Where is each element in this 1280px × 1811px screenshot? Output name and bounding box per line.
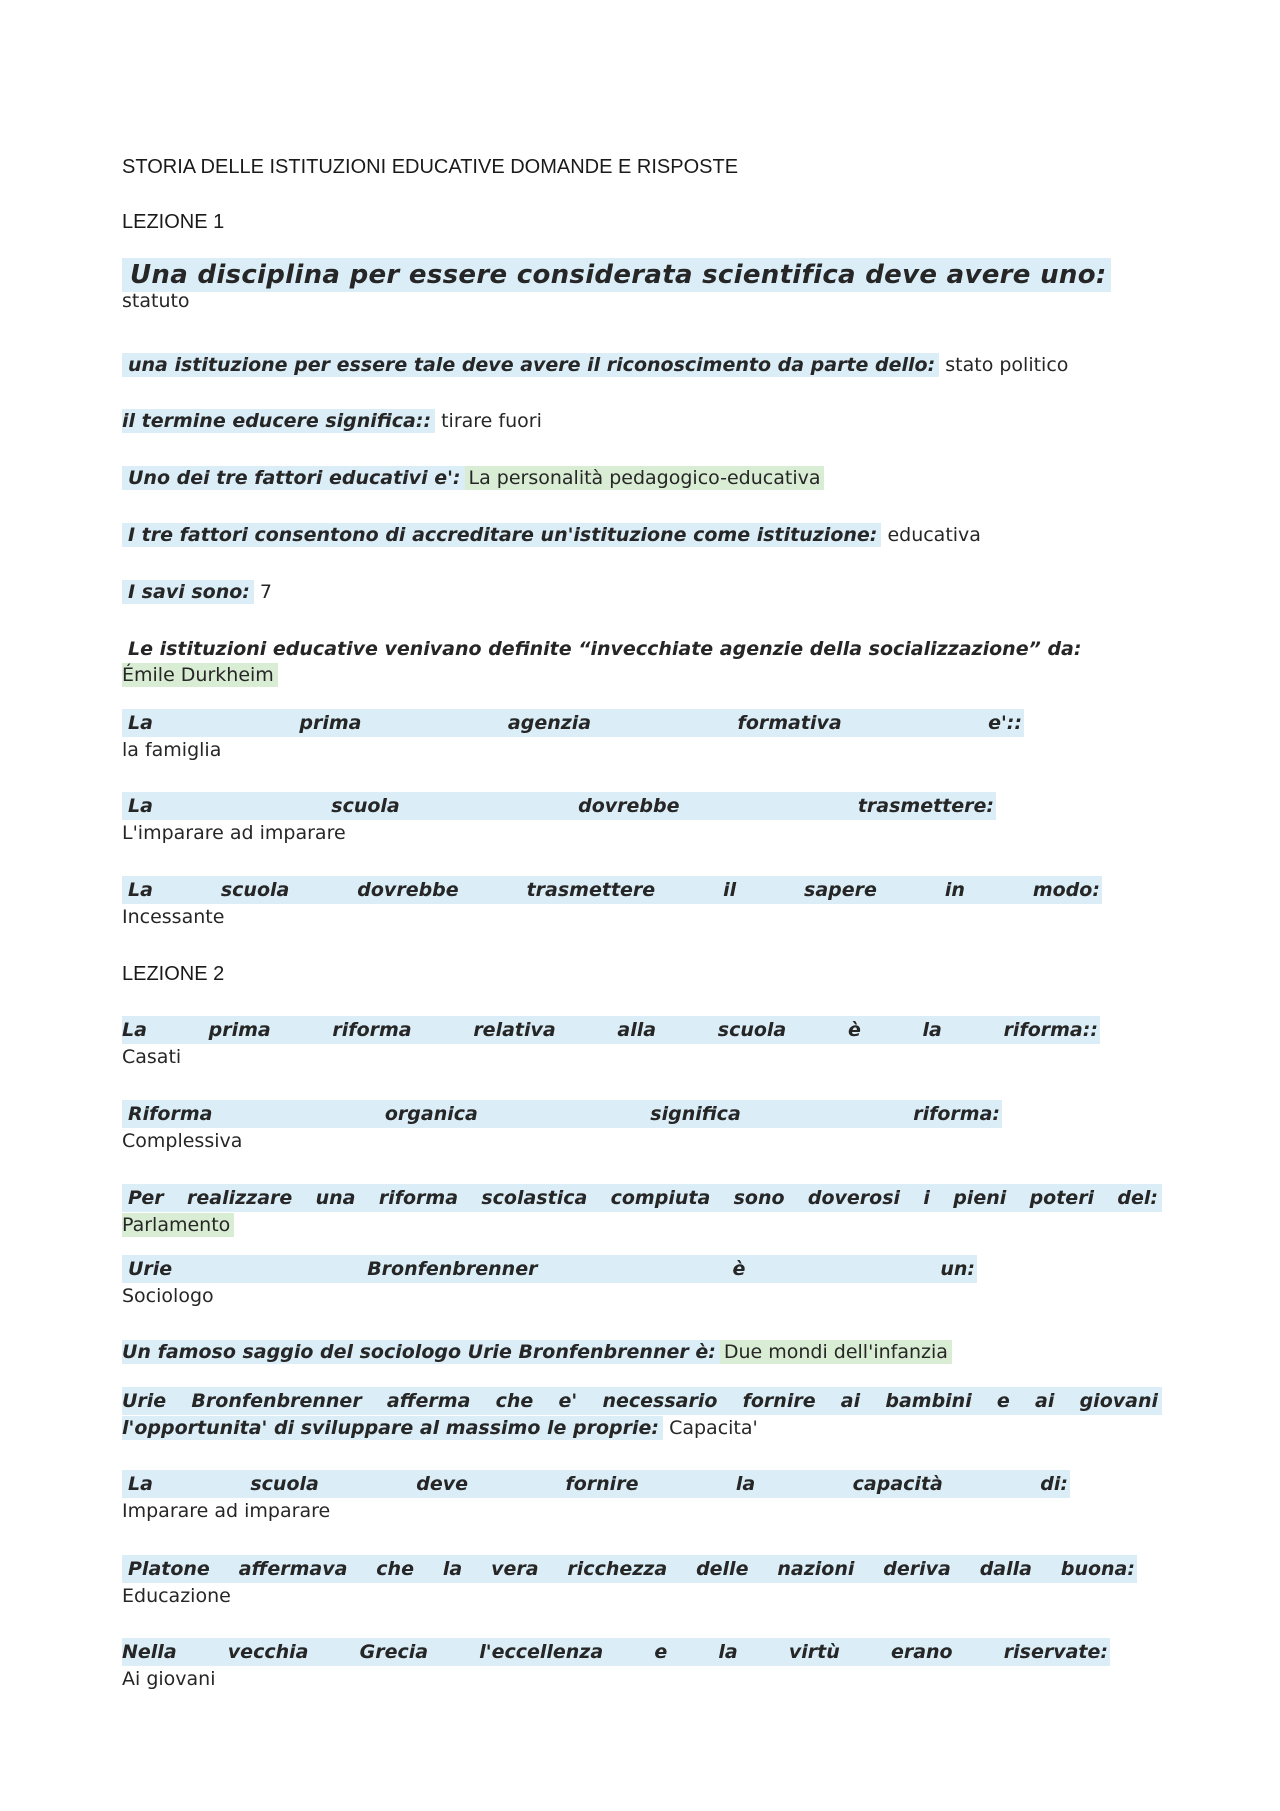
qa-item (122, 465, 1162, 491)
question-text: I tre fattori consentono di accreditare un'istituzione come istituzione: (122, 523, 881, 547)
qa-item (122, 1339, 1162, 1365)
qa-item (122, 792, 1162, 846)
question-text: I savi sono: (122, 580, 254, 604)
question-text: Urie Bronfenbrenner è un: (122, 1255, 977, 1283)
question-text: Nella vecchia Grecia l'eccellenza e la virtù erano riservate: (122, 1638, 1110, 1666)
answer-text: Casati (122, 1046, 182, 1068)
qa-item (122, 636, 1162, 688)
qa-item (122, 352, 1162, 378)
document-title: STORIA DELLE ISTITUZIONI EDUCATIVE DOMANDE E RISPOSTE (122, 156, 739, 178)
answer-text: 7 (259, 581, 273, 603)
answer-text: la famiglia (122, 739, 222, 761)
qa-item (122, 1100, 1162, 1154)
qa-item (122, 1555, 1162, 1609)
question-text: La scuola dovrebbe trasmettere: (122, 792, 996, 820)
qa-item (122, 1184, 1162, 1238)
qa-item (122, 1387, 1162, 1441)
qa-item (122, 876, 1162, 930)
question-text: una istituzione per essere tale deve avere il riconoscimento da parte dello: (122, 353, 939, 377)
qa-item (122, 522, 1162, 548)
qa-item (122, 579, 1162, 605)
qa-item (122, 1470, 1162, 1524)
question-text: Le istituzioni educative venivano definite “invecchiate agenzie della socializzazione” da: (128, 638, 1082, 660)
question-text: La scuola dovrebbe trasmettere il sapere in modo: (122, 876, 1102, 904)
answer-text: educativa (887, 524, 981, 546)
answer-text: La personalità pedagogico-educativa (465, 466, 825, 490)
qa-item (122, 1016, 1162, 1070)
question-text-cont: l'opportunita' di sviluppare al massimo le proprie: (122, 1416, 663, 1440)
answer-text: Educazione (122, 1585, 231, 1607)
answer-text: Ai giovani (122, 1668, 216, 1690)
question-text: Uno dei tre fattori educativi e': (122, 466, 465, 490)
question-text: Una disciplina per essere considerata scientifica deve avere uno: (122, 258, 1111, 292)
answer-text: stato politico (945, 354, 1069, 376)
question-text: Urie Bronfenbrenner afferma che e' necessario fornire ai bambini e ai giovani (122, 1387, 1162, 1415)
qa-item (122, 262, 1162, 314)
answer-text: Sociologo (122, 1285, 214, 1307)
qa-item (122, 408, 1162, 434)
question-text: La scuola deve fornire la capacità di: (122, 1470, 1070, 1498)
answer-text: Émile Durkheim (122, 663, 278, 687)
qa-item (122, 709, 1162, 763)
answer-text: Due mondi dell'infanzia (720, 1340, 952, 1364)
answer-text: Incessante (122, 906, 225, 928)
answer-text: tirare fuori (441, 410, 542, 432)
answer-text: Parlamento (122, 1213, 234, 1237)
answer-text: Capacita' (669, 1417, 758, 1439)
answer-text: statuto (122, 290, 190, 312)
question-text: Per realizzare una riforma scolastica compiuta sono doverosi i pieni poteri del: (122, 1184, 1162, 1212)
question-text: Platone affermava che la vera ricchezza delle nazioni deriva dalla buona: (122, 1555, 1137, 1583)
qa-item (122, 1255, 1162, 1309)
question-text: Riforma organica significa riforma: (122, 1100, 1002, 1128)
question-text: La prima agenzia formativa e':: (122, 709, 1024, 737)
question-text: Un famoso saggio del sociologo Urie Bronfenbrenner è: (122, 1340, 720, 1364)
answer-text: Complessiva (122, 1130, 243, 1152)
question-text: il termine educere significa:: (122, 409, 435, 433)
lesson-1-heading: LEZIONE 1 (122, 211, 225, 233)
question-text: La prima riforma relativa alla scuola è la riforma:: (122, 1016, 1100, 1044)
answer-text: L'imparare ad imparare (122, 822, 346, 844)
lesson-2-heading: LEZIONE 2 (122, 963, 225, 985)
answer-text: Imparare ad imparare (122, 1500, 331, 1522)
qa-item (122, 1638, 1162, 1692)
